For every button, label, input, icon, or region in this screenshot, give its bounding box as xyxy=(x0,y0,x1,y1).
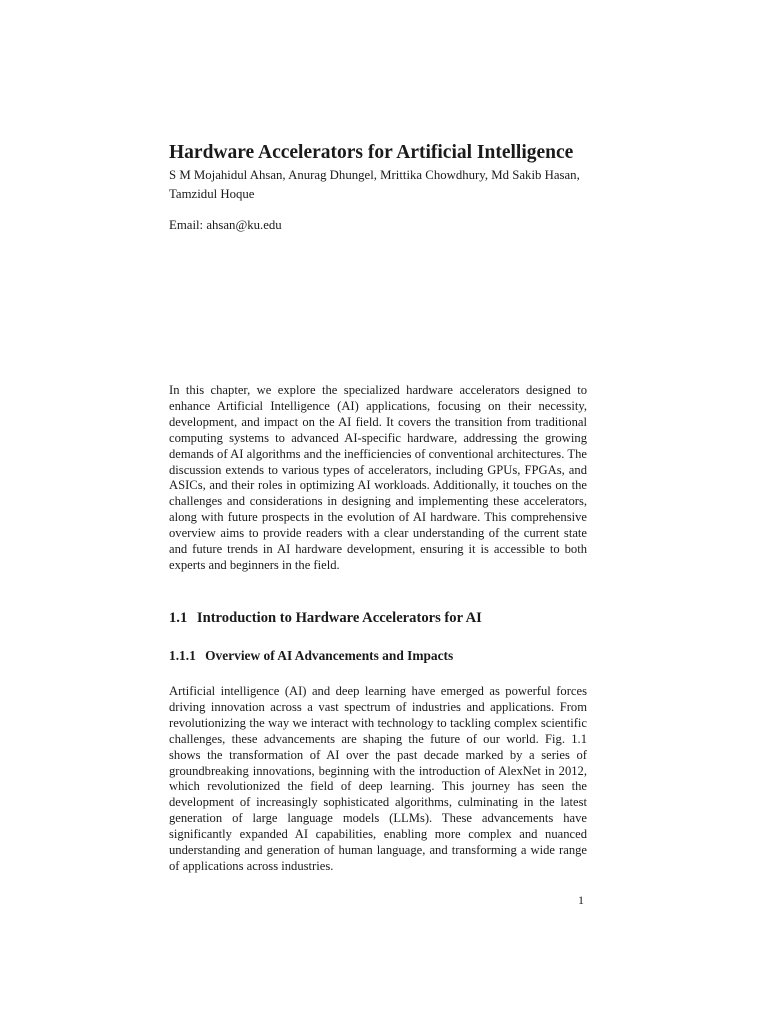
author-list: S M Mojahidul Ahsan, Anurag Dhungel, Mrittika Chowdhury, Md Sakib Hasan, Tamzidul Hoque xyxy=(169,168,580,201)
contact-email: Email: ahsan@ku.edu xyxy=(169,218,282,232)
section-heading xyxy=(169,608,482,628)
section-title: Introduction to Hardware Accelerators for AI xyxy=(196,610,482,626)
abstract-paragraph: In this chapter, we explore the specialized hardware accelerators designed to enhance Artificial Intelligence (AI) applications, focusing on their necessity, development, and impact on the AI field. It covers the transition from traditional computing systems to advanced AI-specific hardware, addressing the growing demands of AI algorithms and the inefficiencies of conventional architectures. The discussion extends to various types of accelerators, including GPUs, FPGAs, and ASICs, and their roles in optimizing AI workloads. Additionally, it touches on the challenges and considerations in designing and implementing these accelerators, along with future prospects in the evolution of AI hardware. This comprehensive overview aims to provide readers with a clear understanding of the current state and future trends in AI hardware development, ensuring it is accessible to both experts and beginners in the field. xyxy=(169,383,587,572)
page-number: 1 xyxy=(578,893,584,907)
subsection-title: Overview of AI Advancements and Impacts xyxy=(205,648,454,663)
paper-title: Hardware Accelerators for Artificial Intelligence xyxy=(169,142,574,163)
subsection-heading xyxy=(169,646,453,665)
body-paragraph: Artificial intelligence (AI) and deep learning have emerged as powerful forces driving innovation across a vast spectrum of industries and applications. From revolutionizing the way we interact with technology to tackling complex scientific challenges, these advancements are shaping the future of our world. Fig. 1.1 shows the transformation of AI over the past decade marked by a series of groundbreaking innovations, beginning with the introduction of AlexNet in 2012, which revolutionized the field of deep learning. This journey has seen the development of increasingly sophisticated algorithms, culminating in the latest generation of large language models (LLMs). These advancements have significantly expanded AI capabilities, enabling more complex and nuanced understanding and generation of human language, and transforming a wide range of applications across industries. xyxy=(169,684,587,873)
section-number: 1.1 xyxy=(169,610,188,626)
subsection-number: 1.1.1 xyxy=(169,648,196,663)
